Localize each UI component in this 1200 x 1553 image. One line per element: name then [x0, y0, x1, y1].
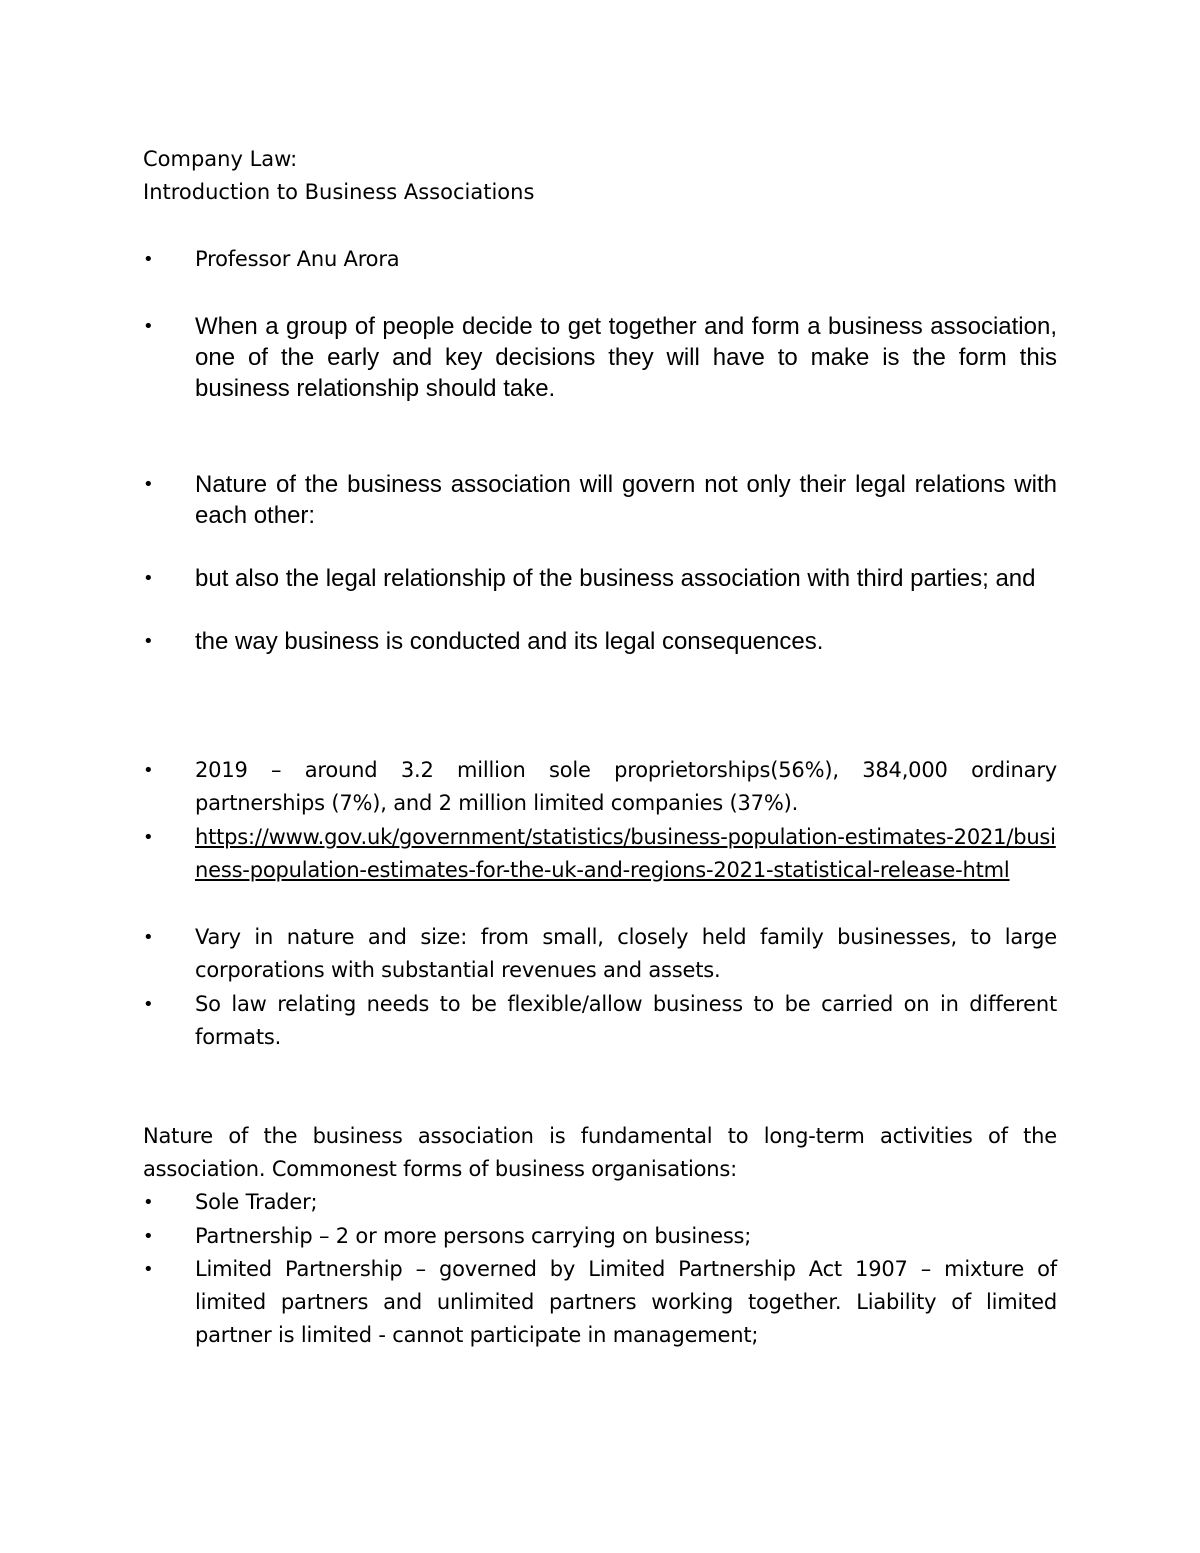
bullet: • [143, 568, 154, 589]
list-item-form [143, 1253, 1057, 1352]
list-item-form [143, 1186, 1057, 1219]
list-item-author [143, 243, 1057, 276]
list-item-bold [143, 311, 1057, 404]
source-link[interactable]: https://www.gov.uk/government/statistics/business-population-estimates-2021/business-population-estimates-for-the-uk-and-regions-2021-statistical-release-html [195, 825, 1056, 882]
bullet: • [143, 760, 154, 781]
form-text: Partnership – 2 or more persons carrying on business; [195, 1224, 752, 1248]
document-subtitle: Introduction to Business Associations [143, 180, 535, 204]
list-item-variety [143, 921, 1057, 987]
bullet: • [143, 249, 154, 270]
bullet: • [143, 1192, 154, 1213]
bullet: • [143, 1226, 154, 1247]
document-title: Company Law: [143, 147, 298, 171]
bullet-text: the way business is conducted and its legal consequences. [195, 628, 824, 655]
form-text: Limited Partnership – governed by Limited Partnership Act 1907 – mixture of limited partners and unlimited partners working together. Liability of limited partner is limited - cannot participate in management; [195, 1257, 1057, 1347]
bullet: • [143, 994, 154, 1015]
bullet: • [143, 316, 154, 337]
bullet-text: Nature of the business association will govern not only their legal relations with each other: [195, 471, 1057, 529]
list-item-bold [143, 626, 1057, 657]
bullet: • [143, 474, 154, 495]
bullet: • [143, 1259, 154, 1280]
list-item-flexibility [143, 988, 1057, 1054]
bullet-text: but also the legal relationship of the business association with third parties; and [195, 565, 1036, 592]
flexibility-text: So law relating needs to be flexible/allow business to be carried on in different formats. [195, 992, 1057, 1049]
list-item-form [143, 1220, 1057, 1253]
bullet: • [143, 631, 154, 652]
forms-intro-paragraph: Nature of the business association is fundamental to long-term activities of the association. Commonest forms of business organisations: [143, 1124, 1057, 1181]
link-container [195, 821, 1057, 887]
variety-text: Vary in nature and size: from small, closely held family businesses, to large corporations with substantial revenues and assets. [195, 925, 1057, 982]
form-text: Sole Trader; [195, 1190, 318, 1214]
author-name: Professor Anu Arora [195, 247, 400, 271]
list-item-bold [143, 469, 1057, 531]
bullet: • [143, 827, 154, 848]
bullet-text: When a group of people decide to get together and form a business association, one of the early and key decisions they will have to make is the form this business relationship should take. [195, 313, 1057, 402]
bullet: • [143, 927, 154, 948]
list-item-link [143, 821, 1057, 887]
statistics-text: 2019 – around 3.2 million sole proprietorships(56%), 384,000 ordinary partnerships (7%), and 2 million limited companies (37%). [195, 758, 1057, 815]
list-item-bold [143, 563, 1057, 594]
list-item-statistics [143, 754, 1057, 820]
